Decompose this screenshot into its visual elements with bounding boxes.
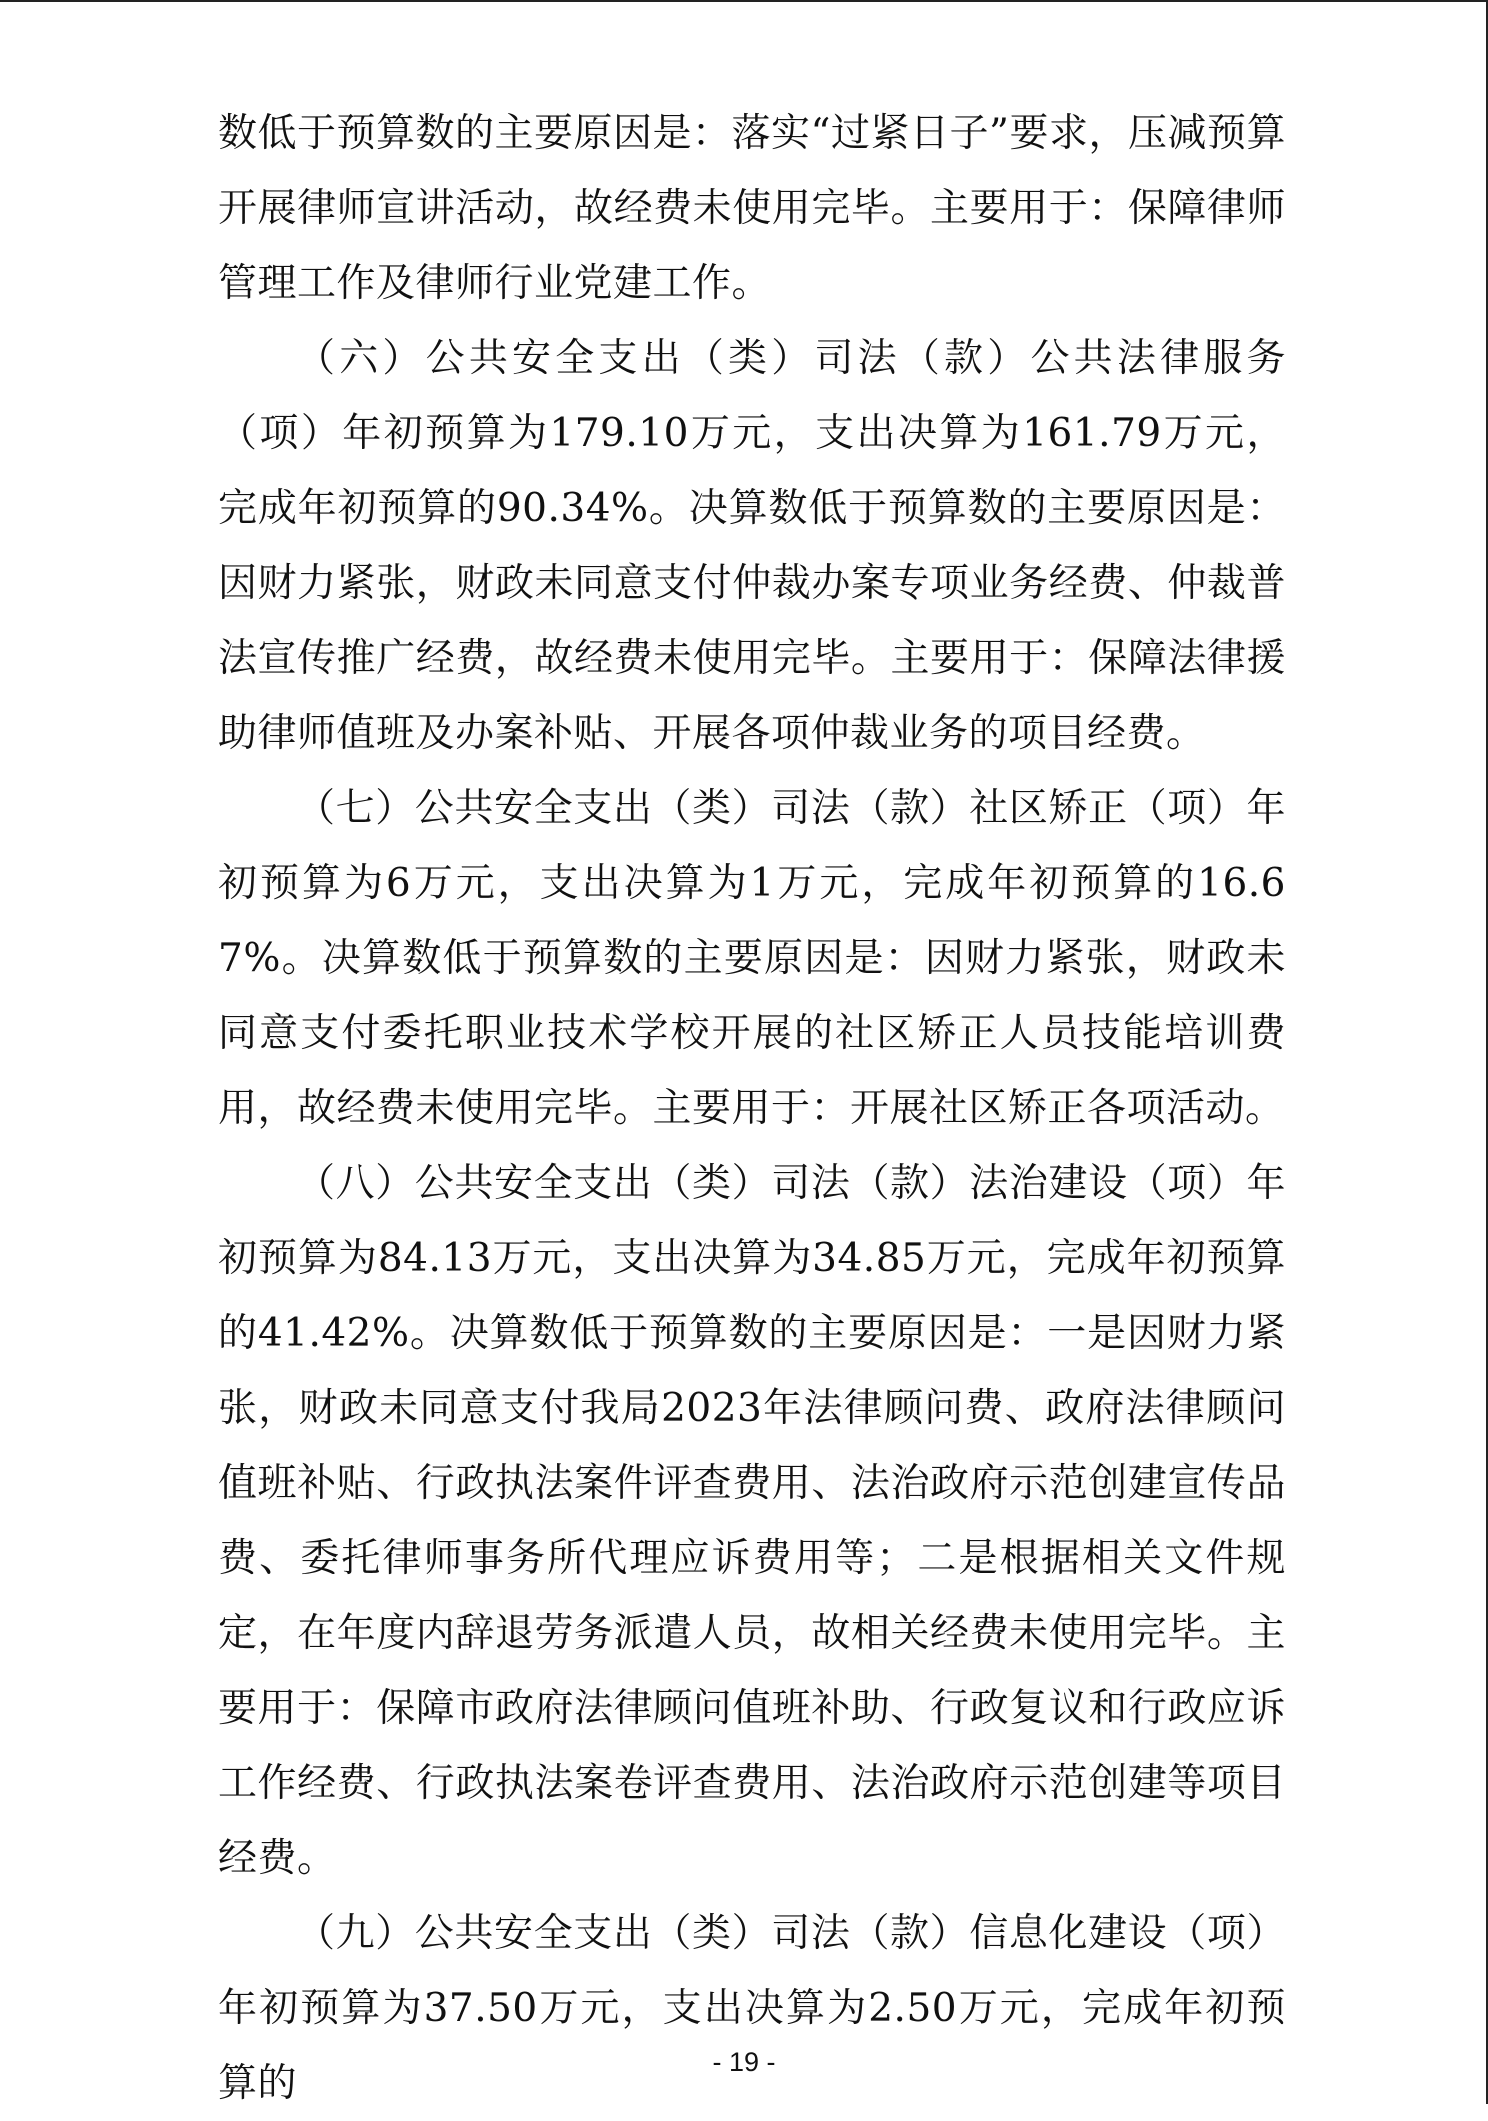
paragraph-section-7: （七）公共安全支出（类）司法（款）社区矫正（项）年初预算为6万元，支出决算为1万元，完成年初预算的16.67%。决算数低于预算数的主要原因是：因财力紧张，财政未同意支付委托职业技术学校开展的社区矫正人员技能培训费用，故经费未使用完毕。主要用于：开展社区矫正各项活动。 [218, 786, 1286, 1131]
paragraph-section-8: （八）公共安全支出（类）司法（款）法治建设（项）年初预算为84.13万元，支出决算为34.85万元，完成年初预算的41.42%。决算数低于预算数的主要原因是：一是因财力紧张，财政未同意支付我局2023年法律顾问费、政府法律顾问值班补贴、行政执法案件评查费用、法治政府示范创建宣传品费、委托律师事务所代理应诉费用等；二是根据相关文件规定，在年度内辞退劳务派遣人员，故相关经费未使用完毕。主要用于：保障市政府法律顾问值班补助、行政复议和行政应诉工作经费、行政执法案卷评查费用、法治政府示范创建等项目经费。 [218, 1161, 1286, 1881]
paragraph-section-6: （六）公共安全支出（类）司法（款）公共法律服务（项）年初预算为179.10万元，支出决算为161.79万元，完成年初预算的90.34%。决算数低于预算数的主要原因是：因财力紧张，财政未同意支付仲裁办案专项业务经费、仲裁普法宣传推广经费，故经费未使用完毕。主要用于：保障法律援助律师值班及办案补贴、开展各项仲裁业务的项目经费。 [218, 336, 1286, 756]
page-number: - 19 - [712, 2047, 776, 2077]
paragraph-continuation: 数低于预算数的主要原因是：落实“过紧日子”要求，压减预算开展律师宣讲活动，故经费未使用完毕。主要用于：保障律师管理工作及律师行业党建工作。 [218, 111, 1286, 306]
document-body [218, 96, 1286, 2121]
paragraph-section-9: （九）公共安全支出（类）司法（款）信息化建设（项）年初预算为37.50万元，支出决算为2.50万元，完成年初预算的 [218, 1911, 1286, 2106]
